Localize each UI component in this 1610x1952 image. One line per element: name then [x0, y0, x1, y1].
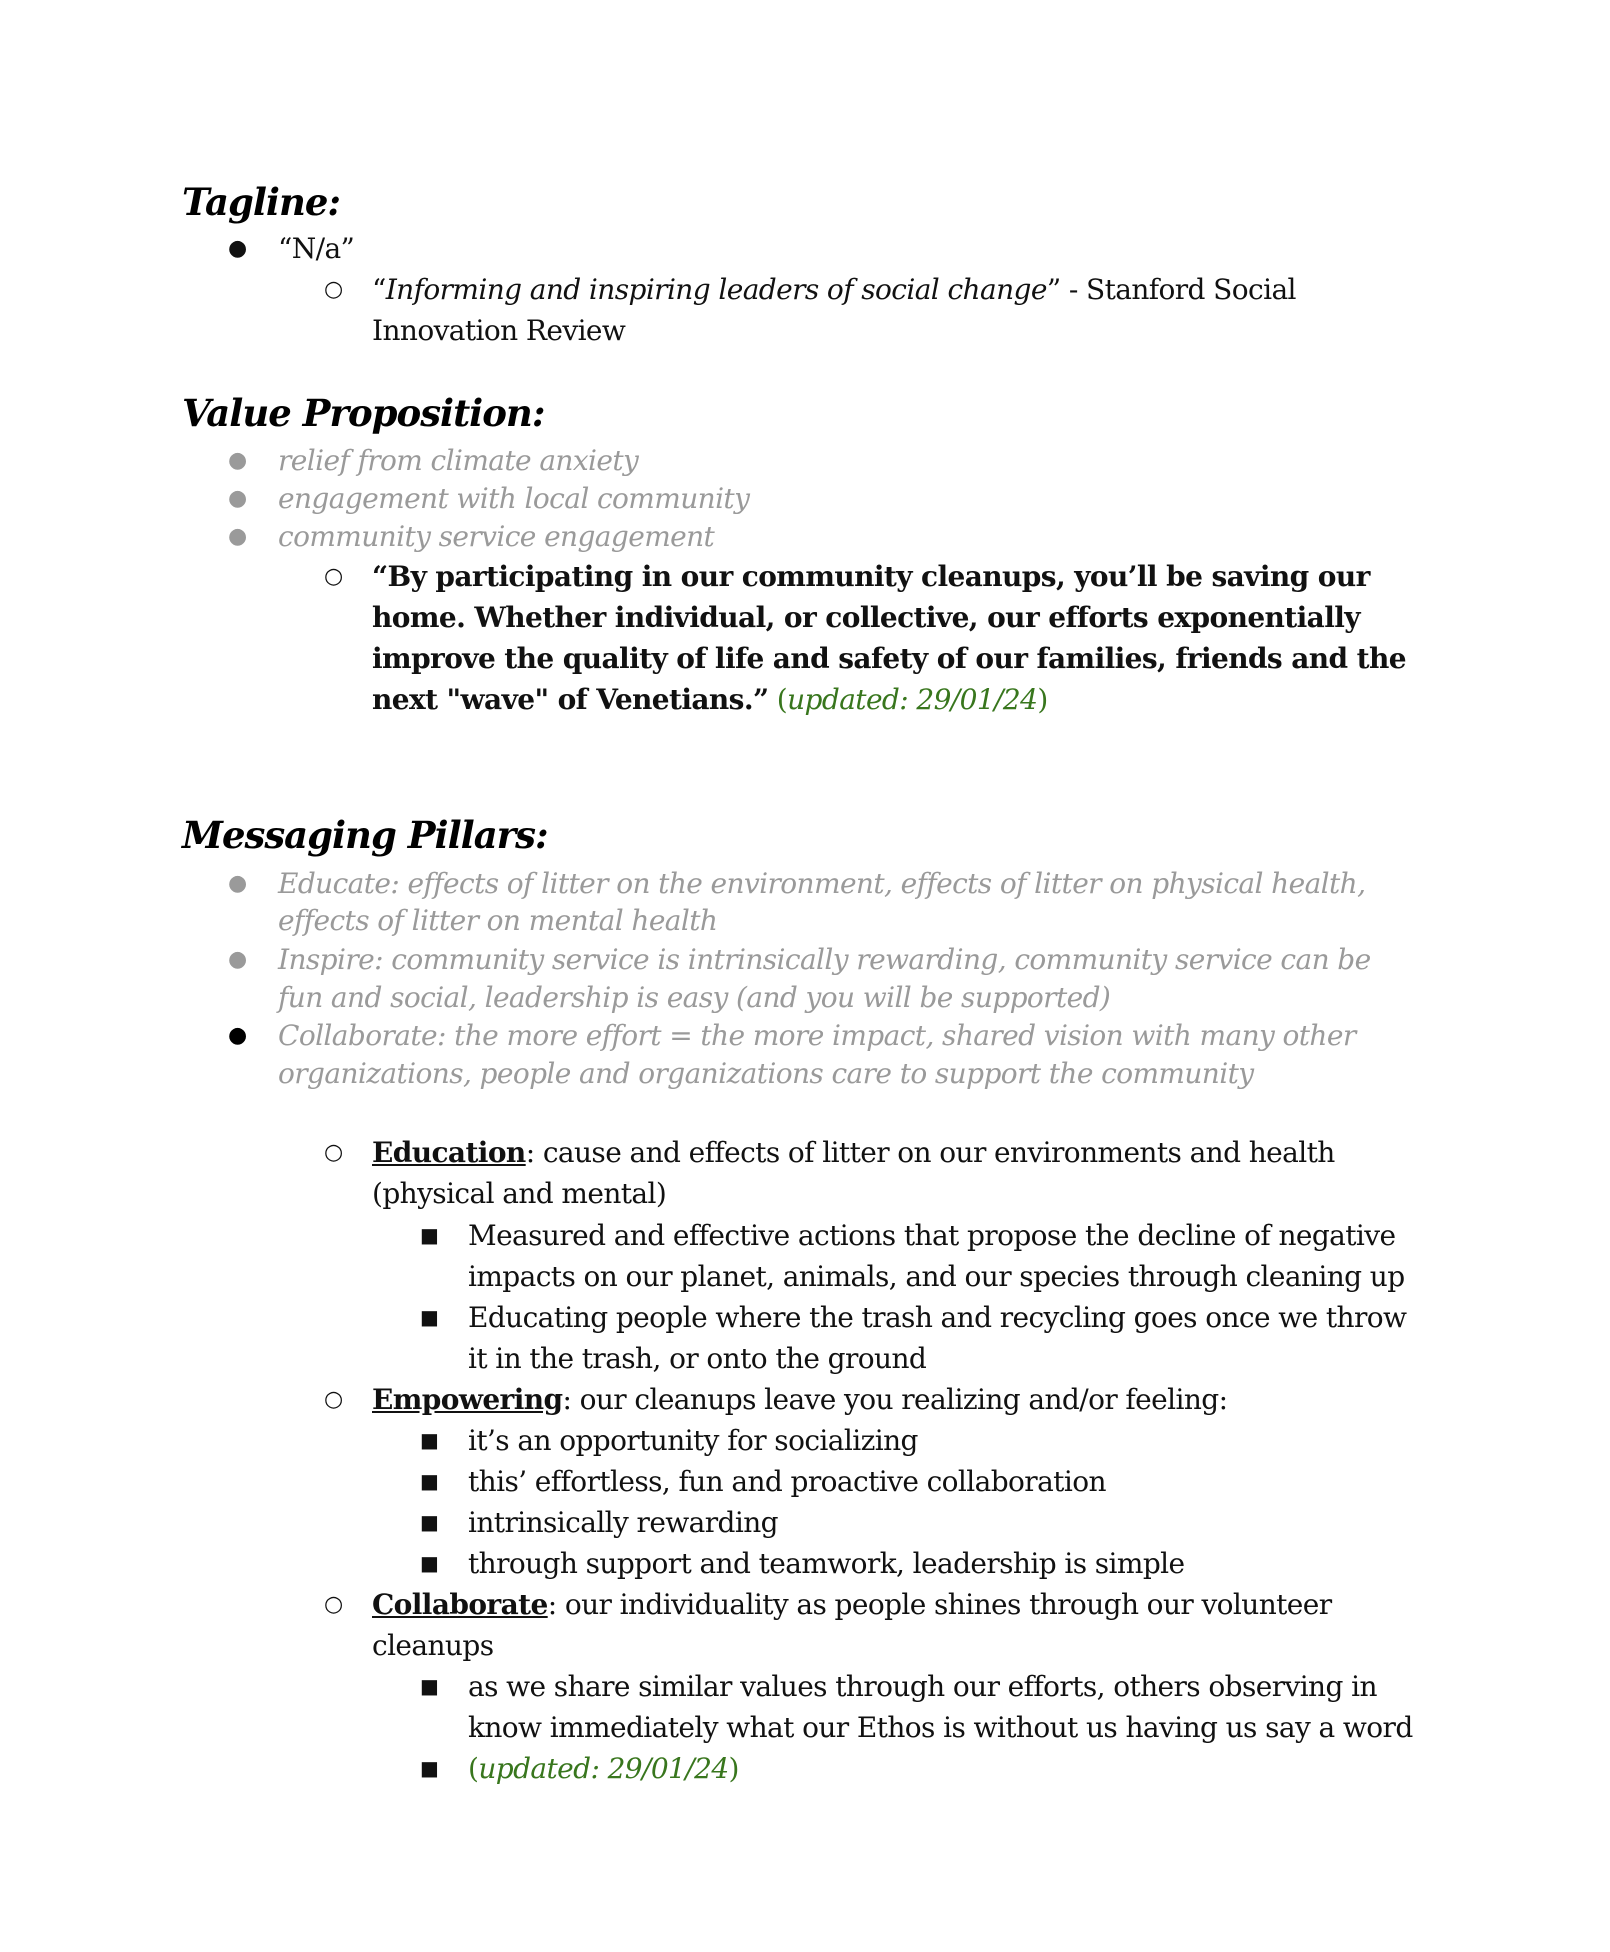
bullet-filled: ●: [228, 524, 248, 549]
value-item: community service engagement: [278, 520, 715, 553]
bullet-filled: ●: [228, 871, 248, 896]
pillar-item: Collaborate: the more effort = the more impact, shared vision with many other: [278, 1019, 1356, 1052]
tagline-heading: Tagline:: [182, 180, 341, 224]
empowering-subitem: this’ effortless, fun and proactive collaboration: [468, 1465, 1106, 1498]
education-subitem: Measured and effective actions that propose the decline of negative: [468, 1219, 1396, 1252]
bullet-hollow: ○: [324, 564, 344, 589]
bullet-square: ■: [420, 1510, 439, 1534]
bullet-filled: ●: [228, 236, 248, 261]
empowering-subitem: it’s an opportunity for socializing: [468, 1424, 918, 1457]
tagline-item: “N/a”: [278, 232, 355, 265]
collaborate-pillar-cont: cleanups: [372, 1629, 494, 1662]
bullet-filled: ●: [228, 448, 248, 473]
education-subitem: it in the trash, or onto the ground: [468, 1342, 927, 1375]
collaborate-updated: (updated: 29/01/24): [468, 1752, 739, 1785]
education-pillar-cont: (physical and mental): [372, 1177, 667, 1210]
bullet-hollow: ○: [324, 1592, 344, 1617]
pillar-item: effects of litter on mental health: [278, 904, 718, 937]
bullet-square: ■: [420, 1469, 439, 1493]
bullet-hollow: ○: [324, 1387, 344, 1412]
bullet-square: ■: [420, 1551, 439, 1575]
value-item: relief from climate anxiety: [278, 444, 639, 477]
bullet-filled: ●: [228, 486, 248, 511]
pillar-item: fun and social, leadership is easy (and you will be supported): [278, 981, 1111, 1014]
value-item: engagement with local community: [278, 482, 750, 515]
empowering-subitem: intrinsically rewarding: [468, 1506, 778, 1539]
education-subitem: Educating people where the trash and recycling goes once we throw: [468, 1301, 1407, 1334]
bullet-hollow: ○: [324, 277, 344, 302]
value-statement-line: “By participating in our community cleanups, you’ll be saving our: [372, 560, 1370, 593]
collaborate-subitem: as we share similar values through our efforts, others observing in: [468, 1670, 1377, 1703]
collaborate-subitem: know immediately what our Ethos is without us having us say a word: [468, 1711, 1413, 1744]
bullet-square: ■: [420, 1674, 439, 1698]
value-statement-line: home. Whether individual, or collective, our efforts exponentially: [372, 601, 1360, 634]
education-subitem: impacts on our planet, animals, and our species through cleaning up: [468, 1260, 1405, 1293]
bullet-square: ■: [420, 1223, 439, 1247]
value-statement-line: improve the quality of life and safety of our families, friends and the: [372, 642, 1406, 675]
value-statement-line: next "wave" of Venetians.” (updated: 29/01/24): [372, 683, 1048, 716]
pillar-item: organizations, people and organizations care to support the community: [278, 1057, 1254, 1090]
messaging-pillars-heading: Messaging Pillars:: [182, 813, 548, 857]
bullet-square: ■: [420, 1428, 439, 1452]
bullet-square: ■: [420, 1305, 439, 1329]
bullet-hollow: ○: [324, 1140, 344, 1165]
tagline-attribution: Innovation Review: [372, 314, 626, 347]
tagline-quote: “Informing and inspiring leaders of social change” - Stanford Social: [372, 273, 1296, 306]
bullet-filled: ●: [228, 947, 248, 972]
value-proposition-heading: Value Proposition:: [182, 391, 545, 435]
empowering-pillar: Empowering: our cleanups leave you realizing and/or feeling:: [372, 1383, 1228, 1416]
collaborate-pillar: Collaborate: our individuality as people shines through our volunteer: [372, 1588, 1332, 1621]
bullet-filled: ●: [228, 1023, 248, 1048]
empowering-subitem: through support and teamwork, leadership is simple: [468, 1547, 1185, 1580]
pillar-item: Inspire: community service is intrinsically rewarding, community service can be: [278, 943, 1371, 976]
bullet-square: ■: [420, 1756, 439, 1780]
pillar-item: Educate: effects of litter on the environment, effects of litter on physical health,: [278, 867, 1366, 900]
education-pillar: Education: cause and effects of litter on our environments and health: [372, 1136, 1335, 1169]
